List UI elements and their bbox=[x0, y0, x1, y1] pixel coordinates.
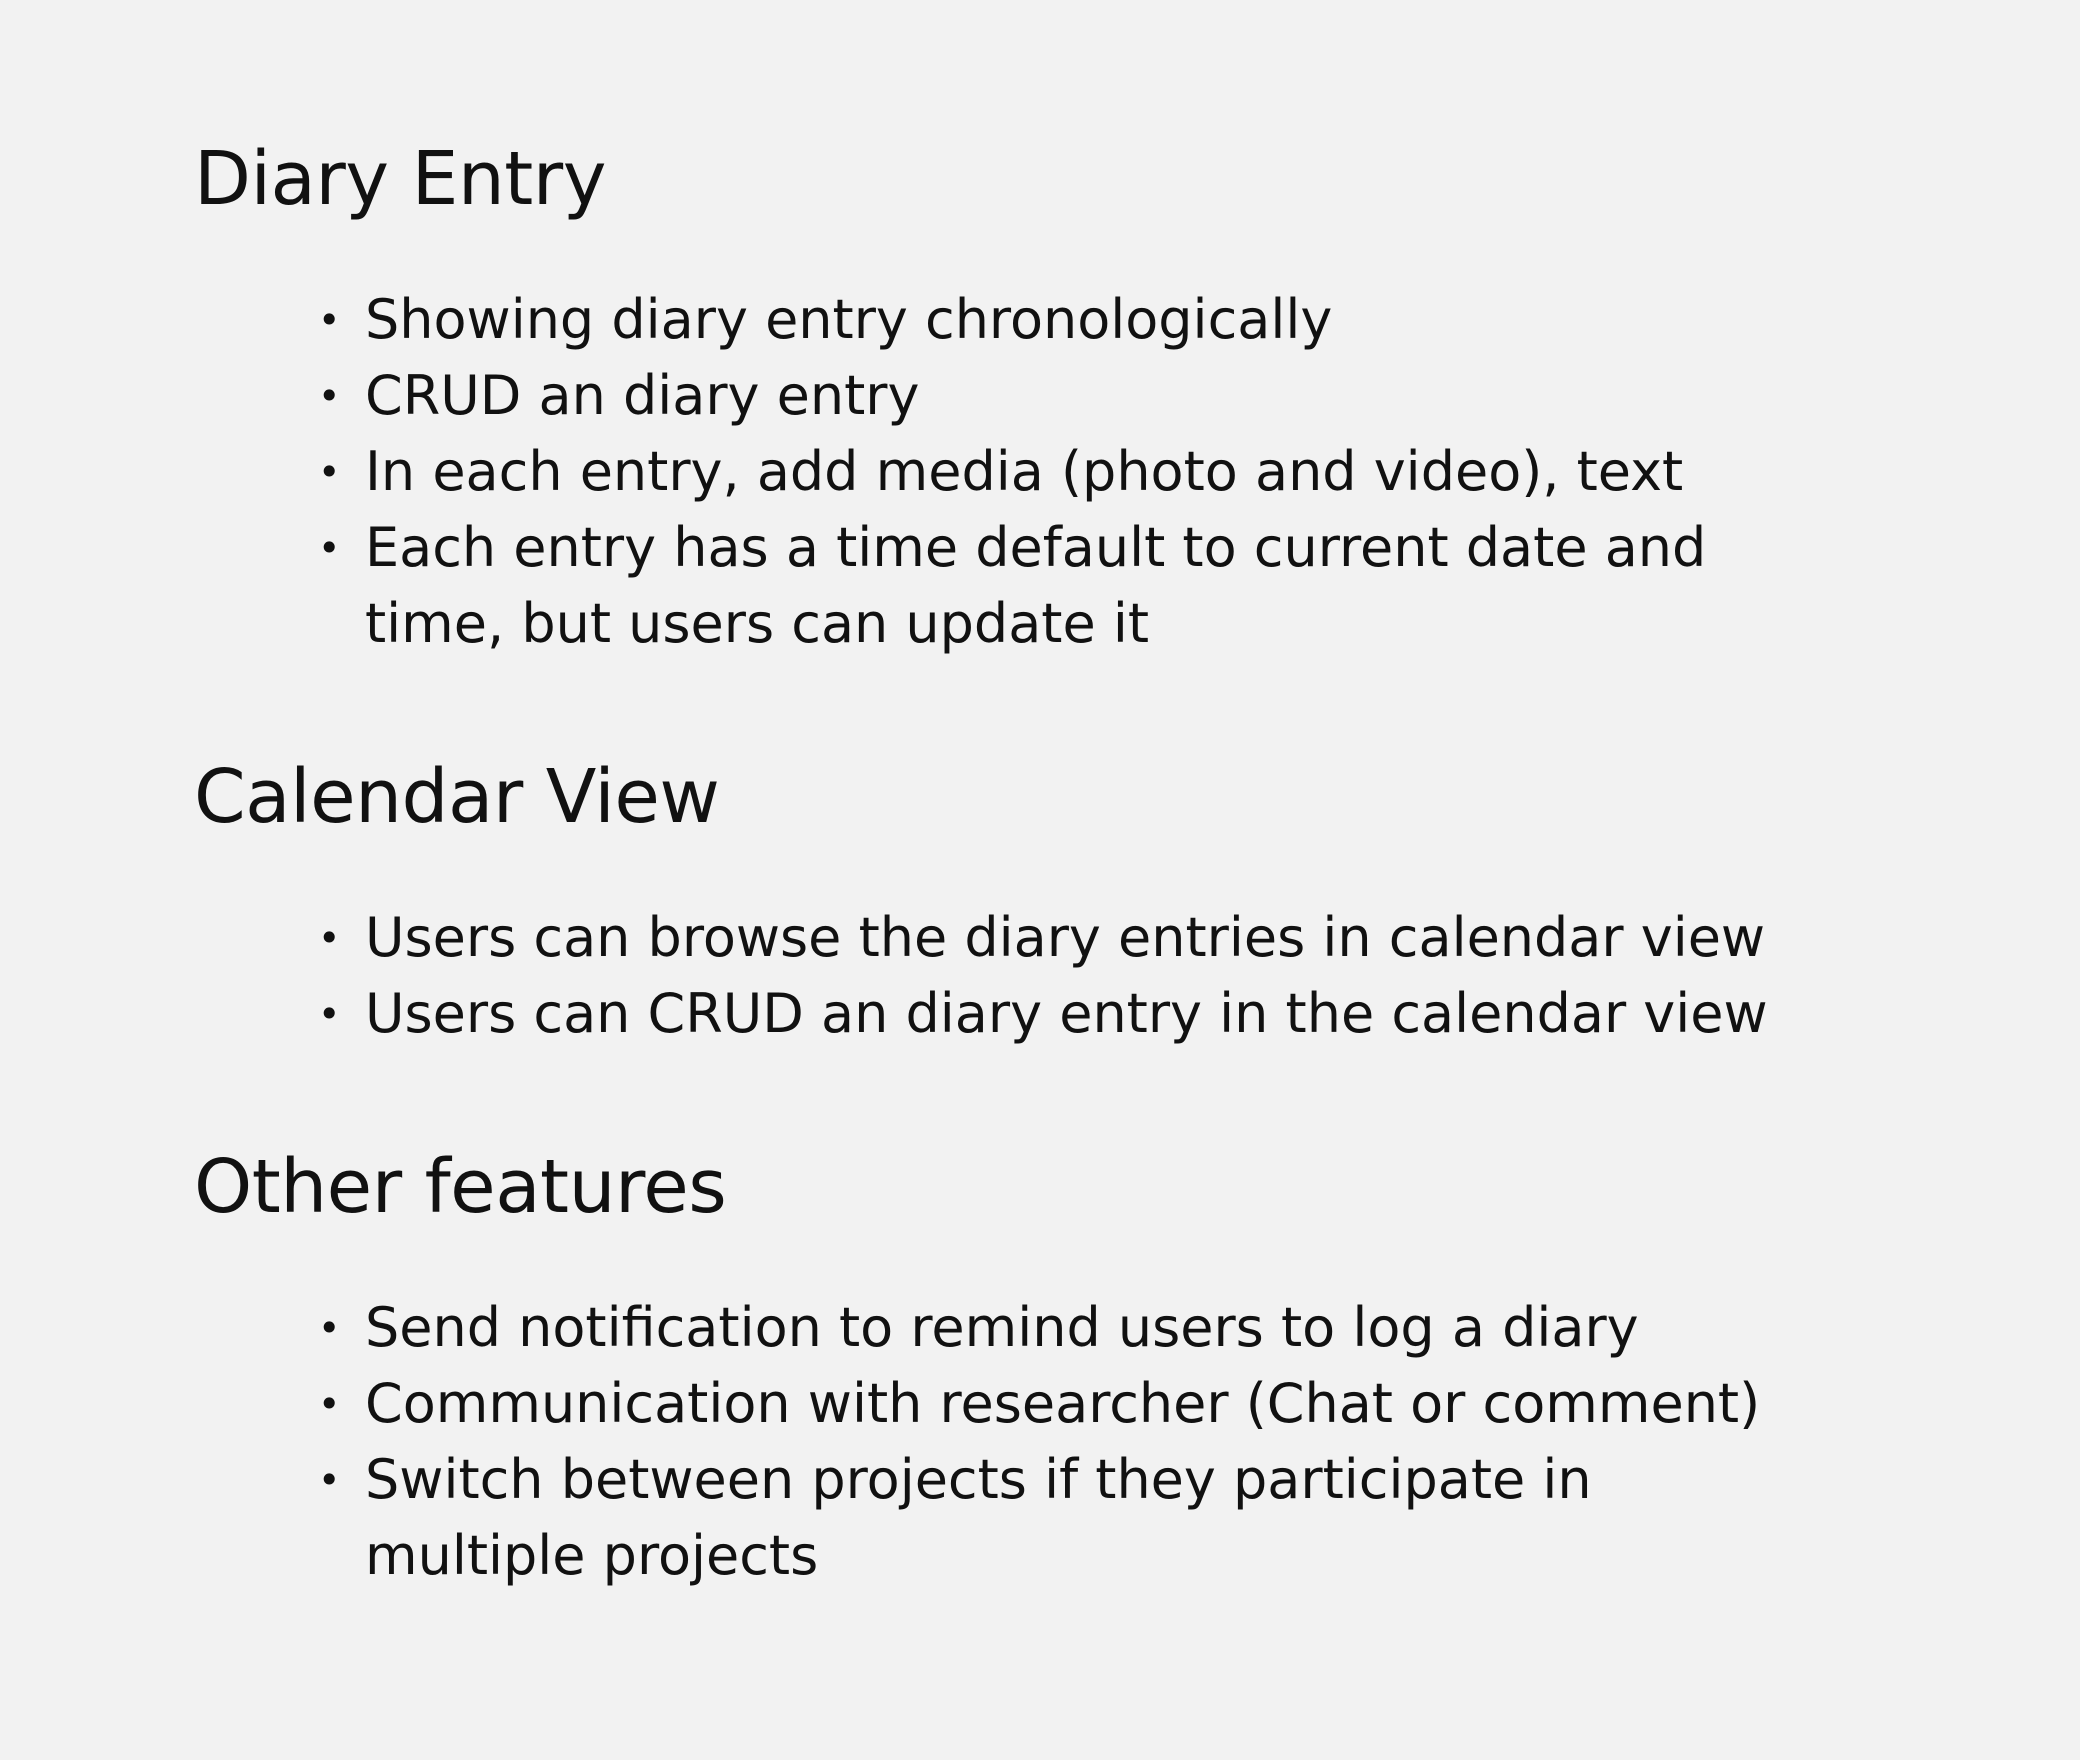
bullet-icon: • bbox=[318, 992, 341, 1036]
bullet-icon: • bbox=[318, 298, 341, 342]
list-item bbox=[310, 900, 1910, 976]
list-item bbox=[310, 358, 1910, 434]
section-heading-calendar-view: Calendar View bbox=[194, 754, 720, 840]
list-item bbox=[310, 976, 1910, 1052]
list-item-text: Showing diary entry chronologically bbox=[365, 288, 1333, 351]
list-item-text: Communication with researcher (Chat or comment) bbox=[365, 1372, 1761, 1435]
list-item bbox=[310, 1290, 1910, 1366]
list-item-text: Users can browse the diary entries in calendar view bbox=[365, 906, 1766, 969]
bullet-icon: • bbox=[318, 916, 341, 960]
list-item bbox=[310, 282, 1910, 358]
other-features-list bbox=[310, 1290, 1910, 1594]
list-item-text: In each entry, add media (photo and video), text bbox=[365, 440, 1684, 503]
list-item bbox=[310, 434, 1910, 510]
list-item bbox=[310, 1442, 1595, 1594]
section-heading-other-features: Other features bbox=[194, 1144, 727, 1230]
section-heading-diary-entry: Diary Entry bbox=[194, 136, 607, 222]
list-item bbox=[310, 1366, 1910, 1442]
list-item-text: Switch between projects if they participate in multiple projects bbox=[365, 1448, 1592, 1587]
bullet-icon: • bbox=[318, 1458, 341, 1502]
list-item bbox=[310, 510, 1795, 662]
bullet-icon: • bbox=[318, 1306, 341, 1350]
diary-entry-list bbox=[310, 282, 1910, 662]
bullet-icon: • bbox=[318, 1382, 341, 1426]
list-item-text: CRUD an diary entry bbox=[365, 364, 920, 427]
list-item-text: Users can CRUD an diary entry in the calendar view bbox=[365, 982, 1768, 1045]
bullet-icon: • bbox=[318, 374, 341, 418]
bullet-icon: • bbox=[318, 526, 341, 570]
list-item-text: Each entry has a time default to current date and time, but users can update it bbox=[365, 516, 1707, 655]
calendar-view-list bbox=[310, 900, 1910, 1052]
list-item-text: Send notification to remind users to log a diary bbox=[365, 1296, 1639, 1359]
bullet-icon: • bbox=[318, 450, 341, 494]
